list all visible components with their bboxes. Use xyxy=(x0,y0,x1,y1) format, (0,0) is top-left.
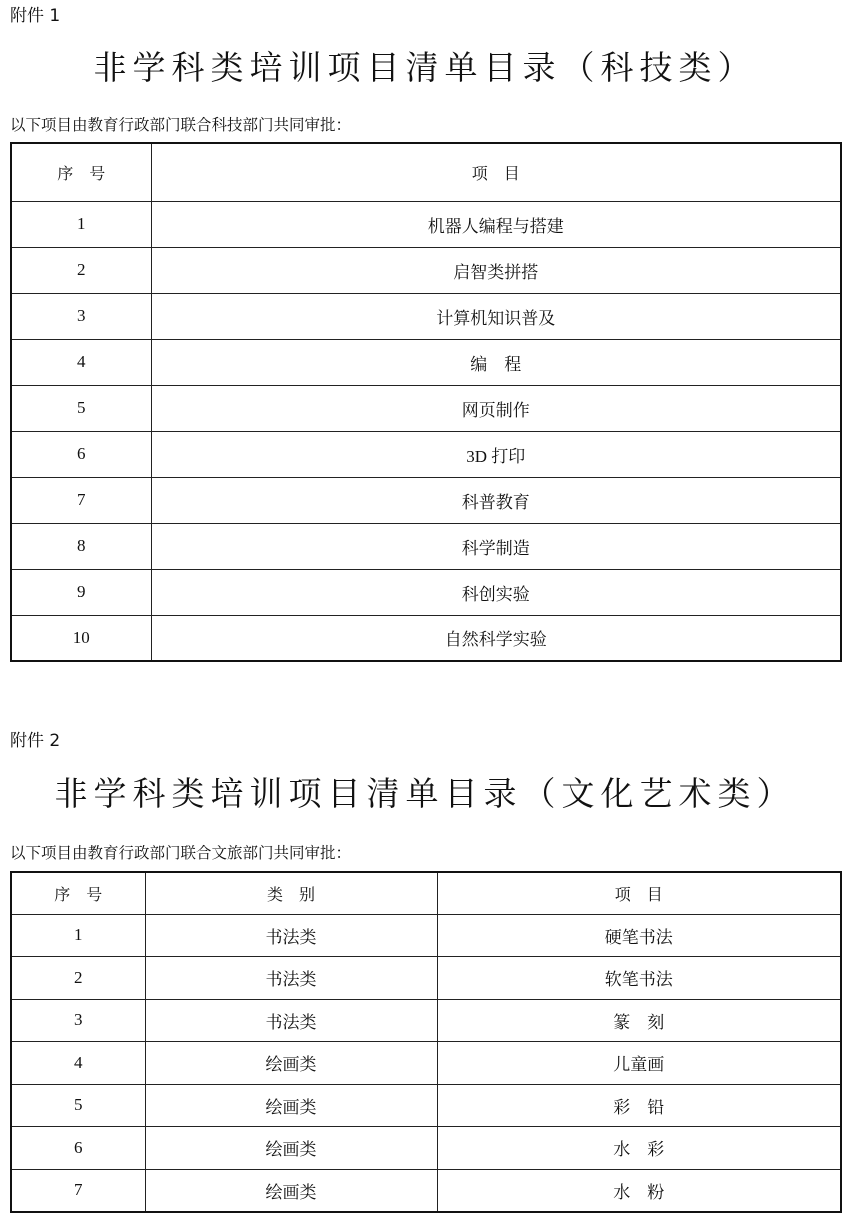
cell-no: 2 xyxy=(11,957,145,1000)
table-row xyxy=(11,293,841,339)
table-row xyxy=(11,247,841,293)
cell-no: 6 xyxy=(11,431,151,477)
cell-item: 科创实验 xyxy=(151,569,841,615)
table-row xyxy=(11,477,841,523)
cell-item: 儿童画 xyxy=(437,1042,841,1085)
cell-item: 水 彩 xyxy=(437,1127,841,1170)
table-row xyxy=(11,1169,841,1212)
table-row xyxy=(11,523,841,569)
column-header-no: 序 号 xyxy=(11,143,151,201)
cell-item: 科普教育 xyxy=(151,477,841,523)
cell-no: 3 xyxy=(11,293,151,339)
attachment-label-1: 附件 1 xyxy=(10,6,61,26)
table-row xyxy=(11,339,841,385)
table-header-row xyxy=(11,143,841,201)
table-row xyxy=(11,957,841,1000)
cell-no: 9 xyxy=(11,569,151,615)
cell-no: 1 xyxy=(11,201,151,247)
table-header-row xyxy=(11,872,841,914)
cell-no: 1 xyxy=(11,914,145,957)
cell-no: 4 xyxy=(11,1042,145,1085)
cell-item: 计算机知识普及 xyxy=(151,293,841,339)
cell-item: 科学制造 xyxy=(151,523,841,569)
column-header-item: 项 目 xyxy=(437,872,841,914)
attachment-label-2: 附件 2 xyxy=(10,731,61,751)
cell-item: 自然科学实验 xyxy=(151,615,841,661)
table-row xyxy=(11,569,841,615)
cell-no: 10 xyxy=(11,615,151,661)
intro-text-2: 以下项目由教育行政部门联合文旅部门共同审批： xyxy=(10,844,352,862)
table-row xyxy=(11,201,841,247)
cell-category: 绘画类 xyxy=(145,1042,437,1085)
table-row xyxy=(11,1042,841,1085)
cell-item: 3D 打印 xyxy=(151,431,841,477)
intro-text-1: 以下项目由教育行政部门联合科技部门共同审批： xyxy=(10,116,352,134)
document-title-1: 非学科类培训项目清单目录（科技类） xyxy=(93,48,757,87)
cell-category: 绘画类 xyxy=(145,1084,437,1127)
column-header-category: 类 别 xyxy=(145,872,437,914)
cell-item: 水 粉 xyxy=(437,1169,841,1212)
cell-item: 篆 刻 xyxy=(437,999,841,1042)
cell-no: 7 xyxy=(11,1169,145,1212)
table-row xyxy=(11,1084,841,1127)
column-header-no: 序 号 xyxy=(11,872,145,914)
tech-projects-table xyxy=(10,142,842,662)
cell-no: 6 xyxy=(11,1127,145,1170)
cell-no: 5 xyxy=(11,1084,145,1127)
cell-item: 机器人编程与搭建 xyxy=(151,201,841,247)
cell-category: 书法类 xyxy=(145,914,437,957)
cell-category: 书法类 xyxy=(145,957,437,1000)
cell-no: 2 xyxy=(11,247,151,293)
cell-no: 3 xyxy=(11,999,145,1042)
cell-item: 硬笔书法 xyxy=(437,914,841,957)
column-header-item: 项 目 xyxy=(151,143,841,201)
cell-no: 5 xyxy=(11,385,151,431)
cell-no: 8 xyxy=(11,523,151,569)
cell-item: 编 程 xyxy=(151,339,841,385)
document-title-2: 非学科类培训项目清单目录（文化艺术类） xyxy=(54,774,796,813)
cell-category: 书法类 xyxy=(145,999,437,1042)
cell-no: 4 xyxy=(11,339,151,385)
cell-item: 彩 铅 xyxy=(437,1084,841,1127)
cell-item: 软笔书法 xyxy=(437,957,841,1000)
cell-category: 绘画类 xyxy=(145,1169,437,1212)
culture-art-projects-table xyxy=(10,871,842,1213)
table-row xyxy=(11,1127,841,1170)
cell-item: 启智类拼搭 xyxy=(151,247,841,293)
table-row xyxy=(11,385,841,431)
table-row xyxy=(11,431,841,477)
cell-item: 网页制作 xyxy=(151,385,841,431)
cell-category: 绘画类 xyxy=(145,1127,437,1170)
table-row xyxy=(11,615,841,661)
table-row xyxy=(11,999,841,1042)
cell-no: 7 xyxy=(11,477,151,523)
table-row xyxy=(11,914,841,957)
